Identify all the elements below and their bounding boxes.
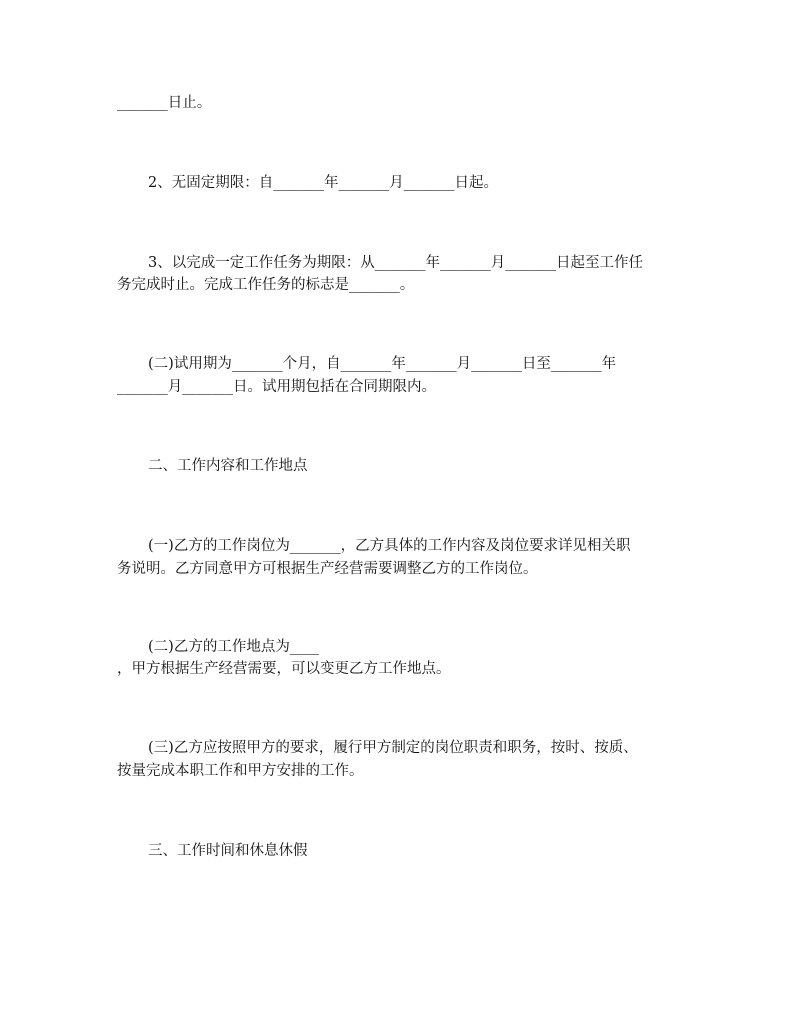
text-line-indefinite-term: 2、无固定期限：自_______年_______月_______日起。 [148, 175, 498, 191]
text-line-duties: (三)乙方应按照甲方的要求，履行甲方制定的岗位职责和职务，按时、按质、 [148, 740, 638, 756]
text-line-task-term-cont: 务完成时止。完成工作任务的标志是_______。 [117, 277, 415, 293]
text-line-work-location: (二)乙方的工作地点为____ [148, 639, 319, 655]
text-line-position-cont: 务说明。乙方同意甲方可根据生产经营需要调整乙方的工作岗位。 [117, 561, 538, 577]
text-line-probation: (二)试用期为_______个月，自_______年_______月_______日至_______年 [148, 356, 617, 372]
section-heading-work-content: 二、工作内容和工作地点 [148, 458, 308, 474]
text-line-work-location-cont: ，甲方根据生产经营需要，可以变更乙方工作地点。 [117, 661, 451, 677]
section-heading-work-time: 三、工作时间和休息休假 [148, 843, 308, 859]
text-line-task-term: 3、以完成一定工作任务为期限：从_______年_______月_______日起至工作任 [148, 255, 643, 271]
text-line-duties-cont: 按量完成本职工作和甲方安排的工作。 [117, 763, 364, 779]
text-line-position: (一)乙方的工作岗位为_______，乙方具体的工作内容及岗位要求详见相关职 [148, 538, 631, 554]
text-line-probation-cont: _______月_______日。试用期包括在合同期限内。 [117, 379, 436, 395]
text-line-end-date: _______日止。 [117, 95, 212, 111]
